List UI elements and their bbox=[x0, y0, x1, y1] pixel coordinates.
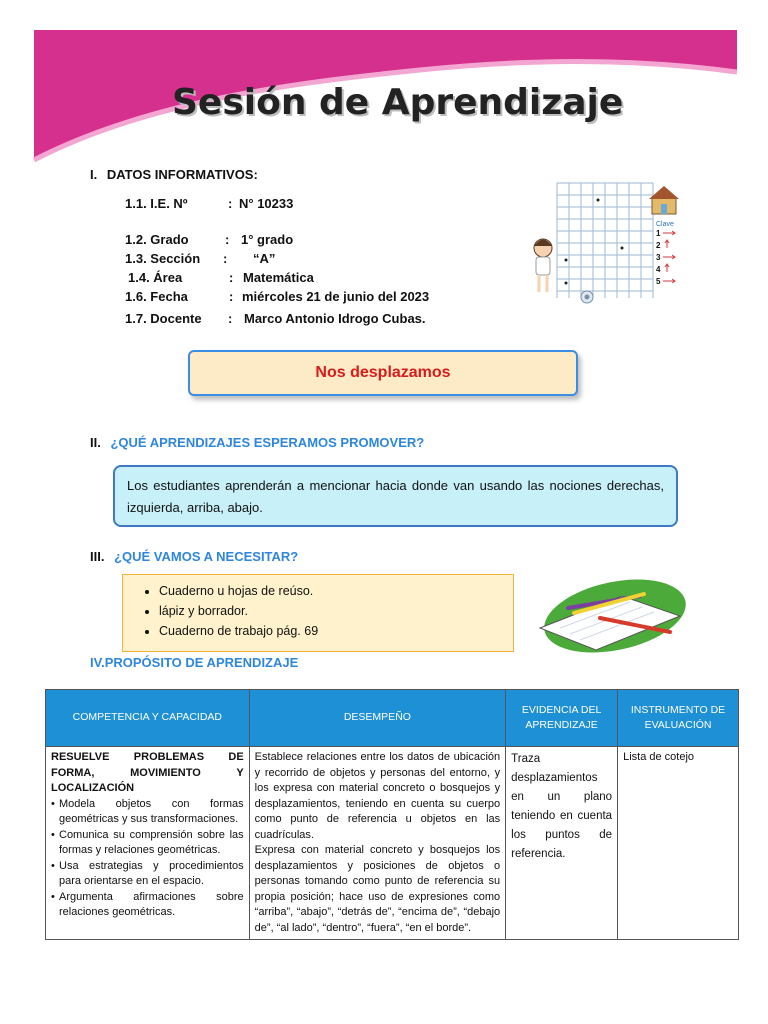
materials-item: • Cuaderno de trabajo pág. 69 bbox=[159, 621, 513, 641]
legend-key: 3 bbox=[656, 253, 661, 262]
info-row-area: 1.4. Área : Matemática bbox=[128, 270, 314, 285]
evidence-cell: Traza desplazamientos en un plano teniendo en cuenta los puntos de referencia. bbox=[506, 747, 618, 940]
materials-list bbox=[141, 581, 513, 641]
materials-item: • lápiz y borrador. bbox=[159, 601, 513, 621]
table-header: INSTRUMENTO DE EVALUACIÓN bbox=[618, 690, 739, 747]
legend-key: 2 bbox=[656, 241, 661, 250]
page-title: Sesión de Aprendizaje bbox=[172, 82, 624, 123]
section-1-heading bbox=[90, 167, 258, 182]
section-4-heading bbox=[90, 655, 298, 670]
capacity-item: • Modela objetos con formas geométricas y sus transformaciones. bbox=[51, 797, 244, 828]
performance-text: Establece relaciones entre los datos de ubicación y recorrido de objetos y personas del entorno, y los expresa con material concreto o bosquejos y desplazamientos, teniendo en cuenta su cuerpo como punto de referencia u objetos en las cuadrículas. bbox=[254, 751, 501, 841]
info-value: miércoles 21 de junio del 2023 bbox=[242, 289, 430, 304]
capacity-item: • Argumenta afirmaciones sobre relaciones geométricas. bbox=[51, 890, 244, 921]
table-header: DESEMPEÑO bbox=[249, 690, 505, 747]
table-row bbox=[46, 747, 739, 940]
section-1-number: I. bbox=[90, 167, 98, 182]
table-header: EVIDENCIA DEL APRENDIZAJE bbox=[506, 690, 618, 747]
legend-key: 1 bbox=[656, 229, 661, 238]
speaker-icon bbox=[581, 291, 593, 303]
info-row-seccion: 1.3. Sección : “A” bbox=[125, 251, 276, 266]
legend-key: 4 bbox=[656, 265, 661, 274]
learning-goals-text: Los estudiantes aprenderán a mencionar hacia donde van usando las nociones derechas, izquierda, arriba, abajo. bbox=[127, 478, 664, 515]
info-label: 1.7. Docente bbox=[125, 311, 202, 326]
section-3-title: ¿QUÉ VAMOS A NECESITAR? bbox=[114, 549, 299, 564]
capacities-list bbox=[51, 797, 244, 921]
info-label: 1.6. Fecha bbox=[125, 289, 188, 304]
info-label: 1.1. I.E. Nº bbox=[125, 196, 188, 211]
section-1-title: DATOS INFORMATIVOS: bbox=[106, 167, 258, 182]
legend-key: 5 bbox=[656, 277, 661, 286]
materials-box bbox=[122, 574, 514, 652]
topic-title-box bbox=[188, 350, 578, 396]
info-row-grado: 1.2. Grado : 1° grado bbox=[125, 232, 294, 247]
capacity-item: • Usa estrategias y procedimientos para orientarse en el espacio. bbox=[51, 859, 244, 890]
info-value: 1° grado bbox=[241, 232, 294, 247]
legend-title: Clave bbox=[656, 221, 674, 228]
performance-cell bbox=[249, 747, 505, 940]
table-header-row bbox=[46, 690, 739, 747]
section-3-heading bbox=[90, 549, 298, 564]
info-row-fecha: 1.6. Fecha : miércoles 21 de junio del 2023 bbox=[125, 289, 430, 304]
notebook-pencils-illustration bbox=[530, 566, 690, 656]
info-value: “A” bbox=[253, 251, 276, 266]
info-label: 1.4. Área bbox=[128, 270, 183, 285]
instrument-cell: Lista de cotejo bbox=[618, 747, 739, 940]
section-3-number: III. bbox=[90, 549, 105, 564]
learning-goals-box bbox=[113, 465, 678, 527]
topic-title: Nos desplazamos bbox=[315, 364, 451, 381]
info-row-docente: 1.7. Docente : Marco Antonio Idrogo Cubas. bbox=[125, 311, 426, 326]
girl-figure bbox=[534, 239, 552, 292]
info-value: Marco Antonio Idrogo Cubas. bbox=[244, 311, 426, 326]
info-value: Matemática bbox=[243, 270, 314, 285]
section-4-title: IV.PROPÓSITO DE APRENDIZAJE bbox=[90, 655, 299, 670]
info-row-ie: 1.1. I.E. Nº : N° 10233 bbox=[125, 196, 294, 211]
performance-text: Expresa con material concreto y bosquejos los desplazamientos y posiciones de objetos o personas tomando como punto de referencia su propia posición; hace uso de expresiones como “arriba”, “abajo”, “detrás de”, “encima de”, “debajo de”, “al lado”, “dentro”, “fuera”, “en el borde”. bbox=[254, 844, 501, 934]
info-label: 1.3. Sección bbox=[125, 251, 201, 266]
grid-lines bbox=[557, 183, 653, 298]
info-value: N° 10233 bbox=[239, 196, 294, 211]
grid-map-illustration bbox=[525, 178, 695, 308]
section-2-number: II. bbox=[90, 435, 101, 450]
materials-item: • Cuaderno u hojas de reúso. bbox=[159, 581, 513, 601]
section-2-heading bbox=[90, 435, 424, 450]
capacity-item: • Comunica su comprensión sobre las formas y relaciones geométricas. bbox=[51, 828, 244, 859]
table-header: COMPETENCIA Y CAPACIDAD bbox=[46, 690, 250, 747]
grid-dots bbox=[565, 199, 624, 285]
section-2-title: ¿QUÉ APRENDIZAJES ESPERAMOS PROMOVER? bbox=[110, 435, 425, 450]
competence-cell bbox=[46, 747, 250, 940]
competence-title: RESUELVE PROBLEMAS DE FORMA, MOVIMIENTO Y LOCALIZACIÓN bbox=[51, 751, 244, 794]
info-label: 1.2. Grado bbox=[125, 232, 189, 247]
legend-arrows bbox=[663, 231, 675, 283]
purpose-table bbox=[45, 689, 739, 940]
